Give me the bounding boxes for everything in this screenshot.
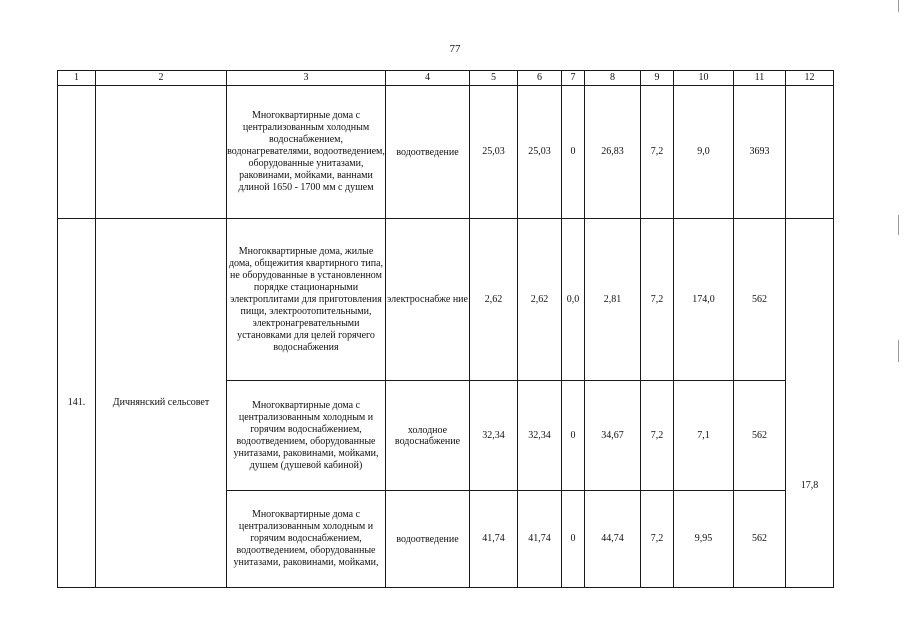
value-col-8: 26,83 [585, 86, 641, 219]
utility-service: водоотведение [386, 491, 470, 588]
value-col-11: 562 [734, 491, 786, 588]
seq-cell-empty [58, 86, 96, 219]
housing-description: Многоквартирные дома с централизованным холодным водоснабжением, водонагревателями, водоотведением, оборудованные унитазами, раковинами, мойками, ваннами длиной 1650 - 1700 мм с душем [227, 86, 386, 219]
table-row [58, 219, 834, 381]
value-col-6: 2,62 [518, 219, 562, 381]
header-row [58, 71, 834, 86]
municipality-cell-empty [96, 86, 227, 219]
row-number: 141. [58, 219, 96, 588]
value-col-12-cell [786, 219, 834, 588]
value-col-9: 7,2 [641, 491, 674, 588]
scan-edge-mark [898, 0, 899, 12]
header-col-12: 12 [786, 71, 834, 86]
utility-service: водоотведение [386, 86, 470, 219]
value-col-10: 174,0 [674, 219, 734, 381]
value-col-10: 9,0 [674, 86, 734, 219]
value-col-6: 25,03 [518, 86, 562, 219]
housing-description: Многоквартирные дома с централизованным холодным и горячим водоснабжением, водоотведением, оборудованные унитазами, раковинами, мойками, душем (душевой кабиной) [227, 381, 386, 491]
value-col-12-empty [786, 86, 834, 219]
value-col-11: 562 [734, 219, 786, 381]
value-col-9: 7,2 [641, 381, 674, 491]
header-col-5: 5 [470, 71, 518, 86]
header-col-8: 8 [585, 71, 641, 86]
header-col-7: 7 [562, 71, 585, 86]
header-col-3: 3 [227, 71, 386, 86]
header-col-2: 2 [96, 71, 227, 86]
value-col-10: 9,95 [674, 491, 734, 588]
value-col-5: 41,74 [470, 491, 518, 588]
housing-description: Многоквартирные дома с централизованным холодным и горячим водоснабжением, водоотведением, оборудованные унитазами, раковинами, мойками, [227, 491, 386, 588]
value-col-12: 17,8 [800, 479, 819, 491]
header-col-11: 11 [734, 71, 786, 86]
header-col-9: 9 [641, 71, 674, 86]
table-row-continued [58, 86, 834, 219]
value-col-11: 562 [734, 381, 786, 491]
value-col-5: 25,03 [470, 86, 518, 219]
tariff-table [57, 70, 834, 588]
value-col-10: 7,1 [674, 381, 734, 491]
value-col-7: 0 [562, 86, 585, 219]
header-col-4: 4 [386, 71, 470, 86]
housing-description: Многоквартирные дома, жилые дома, общежития квартирного типа, не оборудованные в установленном порядке стационарными электроплитами для приготовления пищи, электроотопительными, электронагревательными установками для целей горячего водоснабжения [227, 219, 386, 381]
value-col-8: 34,67 [585, 381, 641, 491]
page-number: 77 [449, 43, 461, 55]
scan-edge-mark [898, 340, 899, 362]
value-col-9: 7,2 [641, 219, 674, 381]
utility-service: холодное водоснабжение [386, 381, 470, 491]
value-col-11: 3693 [734, 86, 786, 219]
value-col-5: 2,62 [470, 219, 518, 381]
value-col-7: 0 [562, 491, 585, 588]
header-col-6: 6 [518, 71, 562, 86]
value-col-8: 2,81 [585, 219, 641, 381]
value-col-8: 44,74 [585, 491, 641, 588]
scan-edge-mark [898, 215, 899, 235]
value-col-7: 0 [562, 381, 585, 491]
header-col-10: 10 [674, 71, 734, 86]
value-col-9: 7,2 [641, 86, 674, 219]
header-col-1: 1 [58, 71, 96, 86]
value-col-5: 32,34 [470, 381, 518, 491]
value-col-7: 0,0 [562, 219, 585, 381]
utility-service: электроснабже ние [386, 219, 470, 381]
value-col-6: 32,34 [518, 381, 562, 491]
value-col-6: 41,74 [518, 491, 562, 588]
municipality-name: Дичнянский сельсовет [96, 219, 227, 588]
